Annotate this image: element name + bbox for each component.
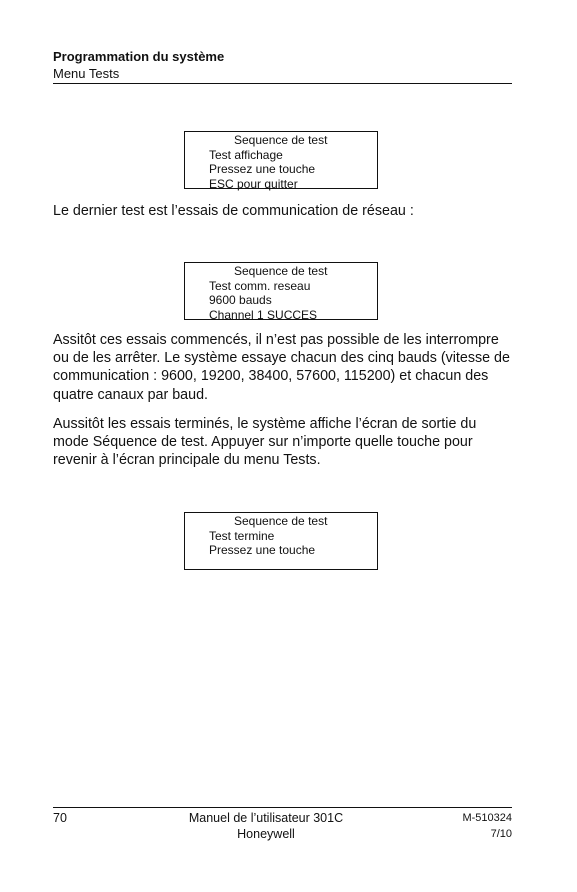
screen-line: ESC pour quitter: [209, 176, 298, 191]
screen-line: Test affichage: [209, 147, 283, 162]
footer-center: [181, 810, 351, 842]
paragraph-baud-rates: Assitôt ces essais commencés, il n’est pas possible de les interrompre ou de les arrêter. Le système essaye chacun des cinq bauds (vitesse de communication : 9600, 19200, 38400, 57600, 115200) et chacun des quatre canaux par baud.: [53, 332, 510, 403]
footer-divider: [53, 807, 512, 808]
screen-title: Sequence de test: [234, 264, 328, 278]
screen-line: Pressez une touche: [209, 162, 316, 176]
section-subtitle: Menu Tests: [53, 66, 120, 81]
screen-line: Channel 1 SUCCES: [209, 307, 318, 322]
display-screen-test-complete: [184, 512, 378, 570]
display-screen-display-test: [184, 131, 378, 189]
screen-line: 9600 bauds: [209, 293, 272, 307]
display-screen-network-test: [184, 262, 378, 320]
manual-title: Manuel de l’utilisateur 301C: [188, 811, 344, 825]
doc-number: M-510324: [462, 812, 512, 824]
brand-name: Honeywell: [237, 827, 295, 841]
screen-title: Sequence de test: [234, 514, 328, 528]
page-number: 70: [53, 811, 67, 825]
header-divider: [53, 83, 512, 84]
screen-title: Sequence de test: [234, 133, 328, 147]
revision-date: 7/10: [490, 828, 512, 840]
screen-line: Test comm. reseau: [209, 278, 311, 293]
section-title: Programmation du système: [53, 49, 225, 64]
footer-right: [440, 810, 512, 842]
paragraph-test-exit: Aussitôt les essais terminés, le système affiche l’écran de sortie du mode Séquence de test. Appuyer sur n’importe quelle touche pour revenir à l’écran principale du menu Tests.: [53, 416, 477, 469]
paragraph-network-test-intro: Le dernier test est l’essais de communication de réseau :: [53, 203, 414, 219]
screen-line: Pressez une touche: [209, 543, 316, 557]
screen-line: Test termine: [209, 528, 275, 543]
page-header: [53, 48, 512, 82]
